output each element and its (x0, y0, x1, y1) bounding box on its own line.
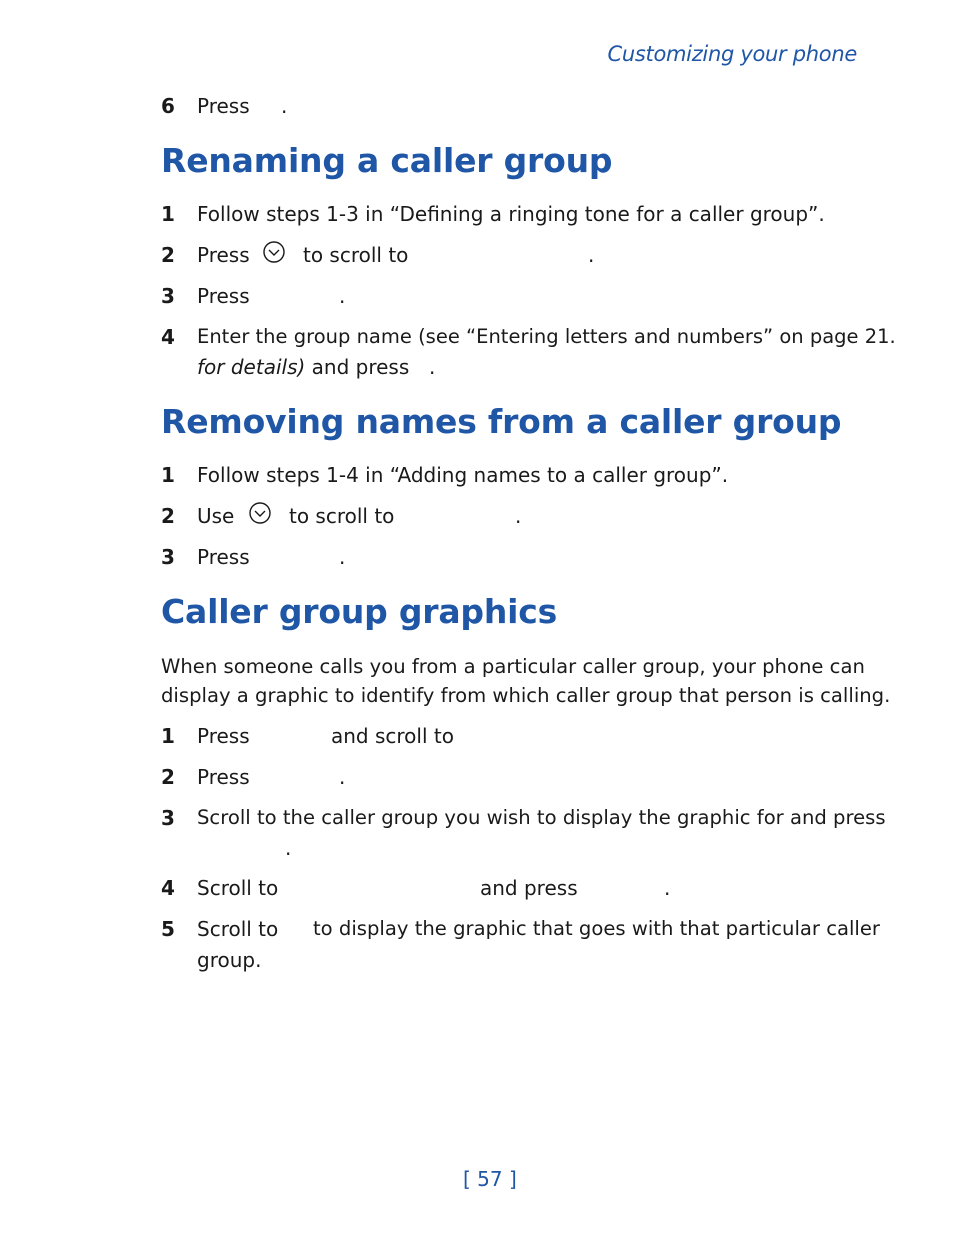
step-text: Press (197, 724, 250, 748)
step-text: Scroll to (197, 876, 279, 900)
step-text: Press (197, 243, 250, 267)
section-title-renaming: Renaming a caller group (161, 141, 613, 180)
step-text: group. (197, 948, 262, 972)
step-number: 2 (161, 504, 175, 528)
step-text: . (281, 94, 288, 118)
step-number: 3 (161, 545, 175, 569)
step-number: 6 (161, 94, 175, 118)
step-text: . (429, 355, 436, 379)
section-title-graphics: Caller group graphics (161, 592, 558, 631)
step-text: . (339, 765, 346, 789)
step-text: Scroll to (197, 917, 279, 941)
running-head: Customizing your phone (607, 42, 857, 66)
step-number: 2 (161, 765, 175, 789)
scroll-down-key-icon (262, 241, 286, 265)
step-number: 1 (161, 202, 175, 226)
step-text: . (285, 836, 292, 860)
step-text: . (588, 243, 595, 267)
step-text: and press (480, 876, 578, 900)
step-text: Press (197, 284, 250, 308)
step-text: to scroll to (289, 504, 395, 528)
step-text: to display the graphic that goes with that particular caller (313, 917, 880, 940)
step-number: 4 (161, 325, 175, 349)
section-title-removing: Removing names from a caller group (161, 402, 842, 441)
step-text: . (515, 504, 522, 528)
step-number: 5 (161, 917, 175, 941)
step-text: and scroll to (331, 724, 454, 748)
intro-paragraph-line: display a graphic to identify from which caller group that person is calling. (161, 684, 891, 707)
step-text: and press (305, 355, 410, 379)
step-number: 2 (161, 243, 175, 267)
step-text: Use (197, 504, 235, 528)
step-number: 4 (161, 876, 175, 900)
step-text: . (339, 545, 346, 569)
step-text: Enter the group name (see “Entering letters and numbers” on page 21. (197, 325, 896, 348)
step-text: . (339, 284, 346, 308)
step-text: Follow steps 1-3 in “Defining a ringing tone for a caller group”. (197, 202, 825, 226)
step-text: Press (197, 545, 250, 569)
step-text-italic: for details) (197, 355, 306, 379)
step-number: 1 (161, 463, 175, 487)
step-text: Press (197, 765, 250, 789)
step-number: 3 (161, 284, 175, 308)
page-number: [ 57 ] (463, 1167, 517, 1191)
step-text: Press (197, 94, 250, 118)
step-number: 3 (161, 806, 175, 830)
scroll-down-key-icon (248, 502, 272, 526)
step-text: Follow steps 1-4 in “Adding names to a caller group”. (197, 463, 729, 487)
intro-paragraph-line: When someone calls you from a particular caller group, your phone can (161, 655, 865, 678)
step-number: 1 (161, 724, 175, 748)
step-text: Scroll to the caller group you wish to display the graphic for and press (197, 806, 886, 829)
step-text: to scroll to (303, 243, 409, 267)
step-text: . (664, 876, 671, 900)
